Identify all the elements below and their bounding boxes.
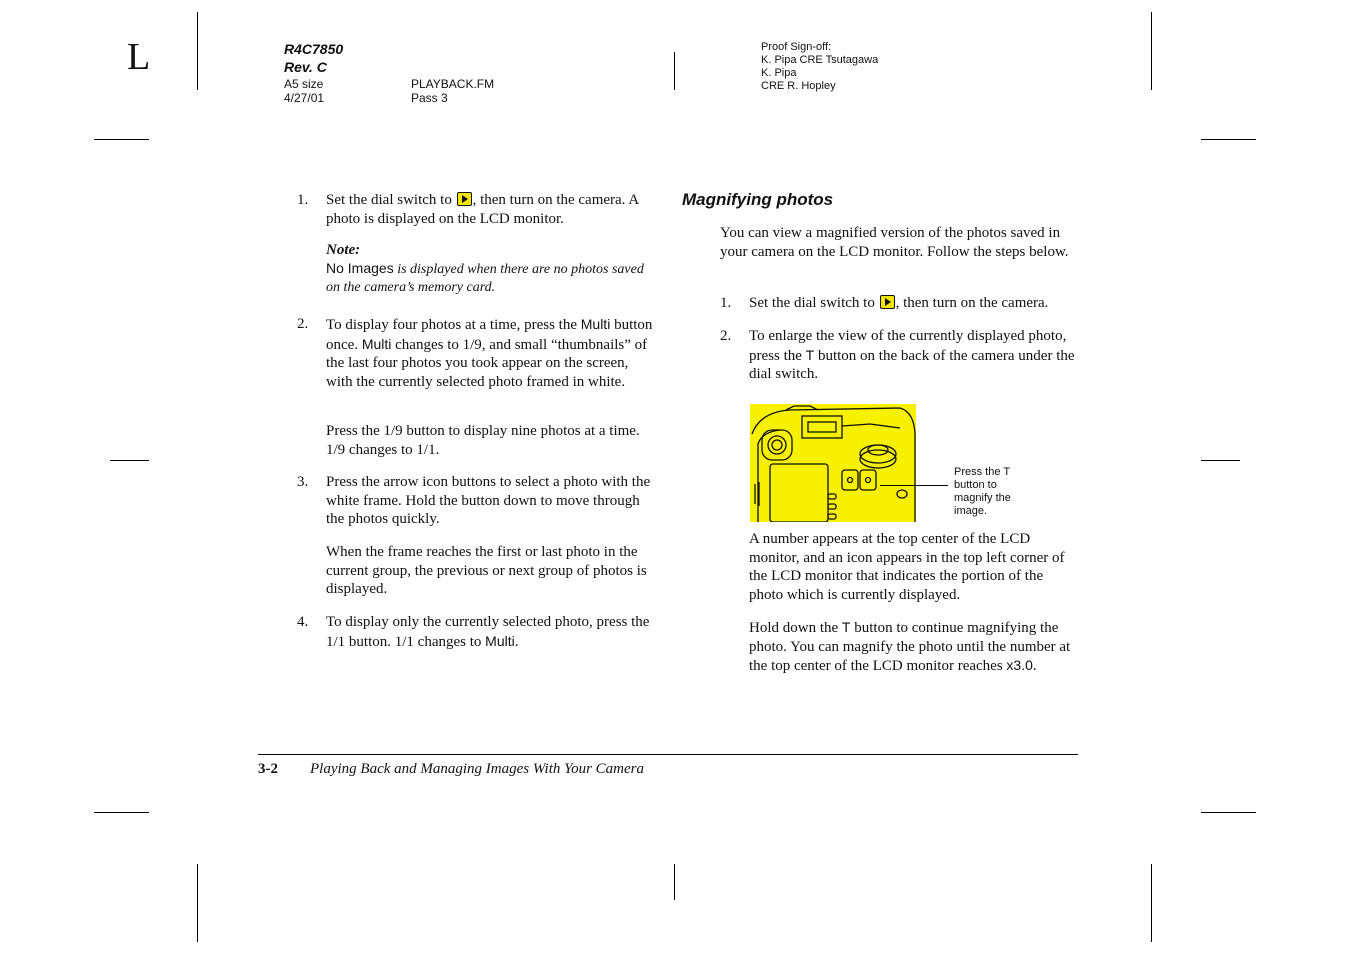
ui-term: Multi: [361, 335, 392, 352]
callout-leader-line: [880, 485, 948, 486]
section-heading: Magnifying photos: [682, 190, 834, 209]
crop-mark: [1201, 139, 1256, 140]
crop-mark: [110, 460, 149, 461]
ui-term: Multi: [485, 632, 515, 649]
footer-rule: [258, 754, 1078, 755]
left-step-1: [326, 191, 656, 228]
ui-term: T: [841, 619, 851, 635]
crop-mark: [94, 139, 149, 140]
left-step-3: Press the arrow icon buttons to select a photo with the white frame. Hold the button down to move through the photos quickly.: [326, 474, 651, 527]
step-text: Set the dial switch to: [749, 295, 879, 311]
paragraph-text: button to continue magnifying the photo. You can magnify the photo until the number at the top center of the LCD monitor reaches: [749, 620, 1071, 674]
proof-line: K. Pipa: [761, 67, 797, 79]
step-text: To display four photos at a time, press the: [326, 317, 581, 333]
file-name: PLAYBACK.FM: [411, 77, 495, 91]
left-paragraph: Press the 1/9 button to display nine photos at a time. 1/9 changes to 1/1.: [326, 423, 640, 458]
playback-mode-icon: [457, 192, 472, 206]
pass-number: Pass 3: [411, 91, 448, 105]
proof-line: CRE R. Hopley: [761, 80, 836, 92]
step-number: 3.: [297, 474, 309, 490]
step-number: 1.: [720, 295, 732, 311]
step-text: Set the dial switch to: [326, 192, 456, 208]
step-text: button on the back of the camera under the dial switch.: [749, 347, 1075, 382]
note-label: Note:: [326, 242, 361, 258]
step-number: 4.: [297, 614, 309, 630]
proof-line: Proof Sign-off:: [761, 41, 832, 53]
revision: Rev. C: [284, 59, 327, 75]
note-text: [326, 259, 656, 297]
intro-paragraph: You can view a magnified version of the photos saved in your camera on the LCD monitor. Follow the steps below.: [720, 225, 1069, 260]
step-number: 2.: [297, 316, 309, 332]
playback-mode-icon: [880, 295, 895, 309]
right-step-1: [749, 294, 1089, 313]
page-size: A5 size: [284, 77, 324, 91]
page-number: 3-2: [258, 761, 278, 777]
proof-line: K. Pipa CRE Tsutagawa: [761, 54, 879, 66]
margin-letter: L: [127, 36, 151, 78]
left-step-4: [326, 613, 656, 651]
crop-mark: [1201, 460, 1240, 461]
step-text: , then turn on the camera.: [895, 295, 1049, 311]
right-paragraph: [749, 618, 1079, 676]
left-step-2: [326, 315, 656, 391]
camera-drawing: [750, 404, 916, 522]
note-block: [326, 242, 656, 297]
ui-term: Multi: [580, 316, 611, 332]
crop-mark: [197, 864, 198, 942]
ui-term: T: [805, 346, 815, 363]
proof-signoff: [761, 41, 878, 93]
running-footer-title: Playing Back and Managing Images With Your Camera: [310, 761, 645, 777]
step-number: 2.: [720, 328, 732, 344]
crop-mark: [1151, 864, 1152, 942]
crop-mark: [1151, 12, 1152, 90]
paragraph-text: Hold down the: [749, 620, 842, 636]
ui-term: No Images: [326, 260, 394, 276]
step-text: To enlarge the view of the currently displayed photo, press the: [749, 328, 1067, 364]
step-text: , then turn on the camera. A photo is displayed on the LCD monitor.: [326, 192, 639, 227]
note-body: is displayed when there are no photos saved on the camera’s memory card.: [326, 262, 644, 295]
header-date: 4/27/01: [284, 91, 325, 105]
step-text: changes to 1/9, and small “thumbnails” of the last four photos you took appear on the screen, with the currently selected photo framed in white.: [326, 336, 648, 390]
crop-mark: [674, 864, 675, 900]
camera-back-illustration: [750, 404, 916, 522]
document-code: R4C7850: [284, 41, 344, 57]
step-text: To display only the currently selected photo, press the 1/1 button. 1/1 changes to: [326, 614, 650, 650]
step-number: 1.: [297, 192, 309, 208]
crop-mark: [674, 52, 675, 90]
right-paragraph: A number appears at the top center of the LCD monitor, and an icon appears in the top left corner of the LCD monitor that indicates the portion of the photo which is currently displayed.: [749, 531, 1065, 603]
callout-label: Press the T button to magnify the image.: [954, 466, 1011, 517]
right-step-2: [749, 327, 1079, 384]
crop-mark: [94, 812, 149, 813]
crop-mark: [1201, 812, 1256, 813]
step-text: button once.: [326, 317, 653, 353]
crop-mark: [197, 12, 198, 90]
paragraph-text: .: [1032, 658, 1037, 674]
left-paragraph: When the frame reaches the first or last photo in the current group, the previous or next group of photos is displayed.: [326, 544, 647, 597]
step-text: .: [514, 633, 519, 650]
ui-term: x3.0: [1006, 657, 1033, 673]
